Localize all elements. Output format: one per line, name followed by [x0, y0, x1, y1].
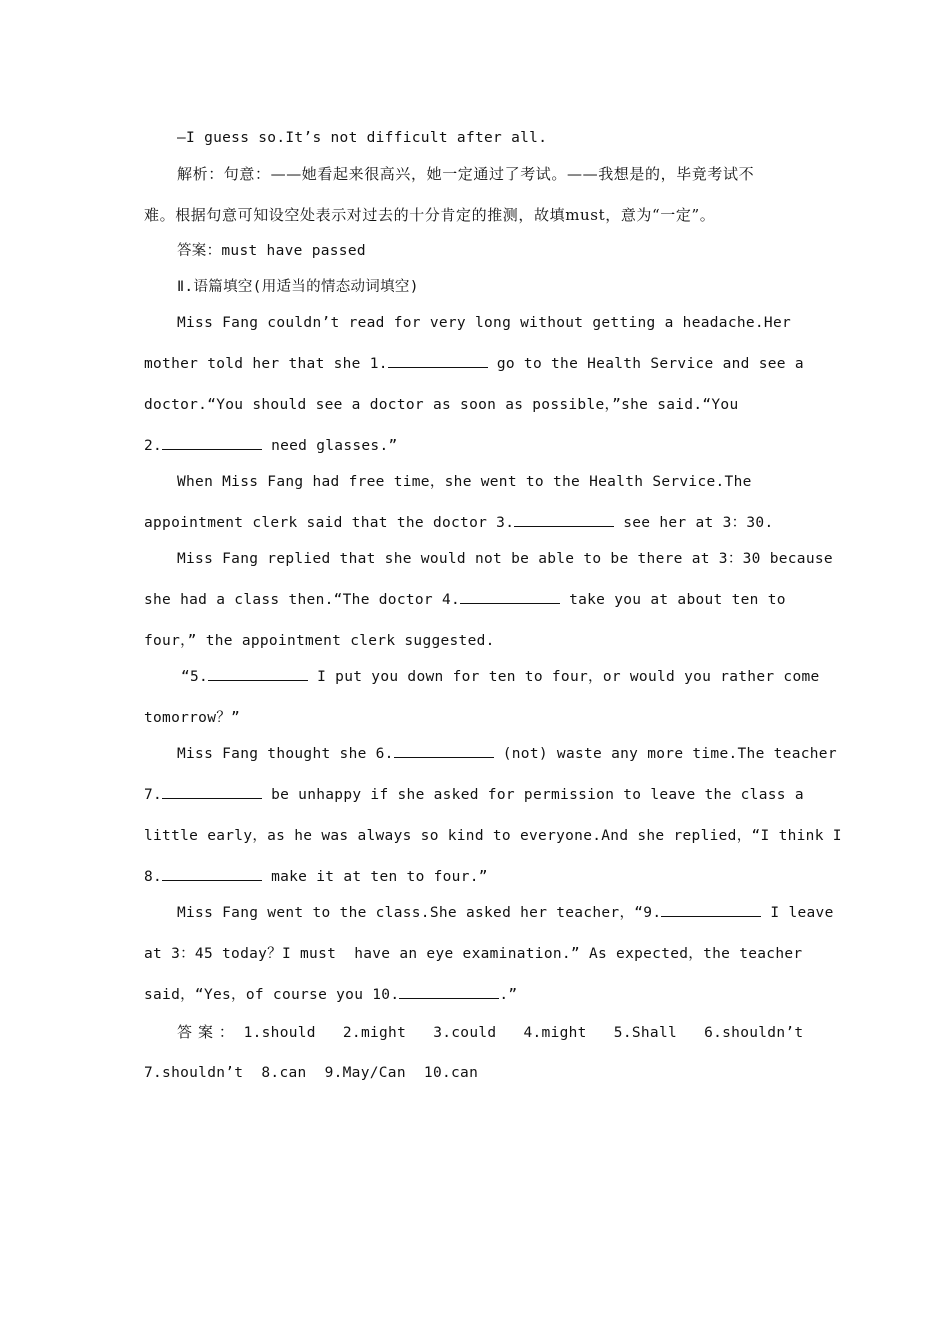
analysis-line-1: 解析：句意：——她看起来很高兴，她一定通过了考试。——我想是的，毕竟考试不 — [177, 165, 755, 183]
passage-line-16 — [177, 903, 834, 923]
passage-text: 8. — [144, 869, 163, 885]
passage-line-7: Miss Fang replied that she would not be able to be there at 3：30 because — [177, 551, 833, 567]
passage-line-12 — [177, 744, 837, 764]
passage-line-5: When Miss Fang had free time，she went to the Health Service.The — [177, 474, 752, 490]
blank-3 — [514, 513, 614, 527]
blank-1 — [388, 354, 488, 368]
passage-text: said，“Yes，of course you 10. — [144, 987, 400, 1003]
blank-10 — [399, 985, 499, 999]
answers-values-1: 1.should 2.might 3.could 4.might 5.Shall 6.shouldn’t — [243, 1025, 804, 1041]
answers-line-2: 7.shouldn’t 8.can 9.May/Can 10.can — [144, 1065, 479, 1081]
passage-text: mother told her that she 1. — [144, 356, 388, 372]
section-title: Ⅱ.语篇填空(用适当的情态动词填空) — [177, 279, 419, 295]
blank-5 — [208, 667, 308, 681]
passage-line-18 — [144, 985, 517, 1005]
passage-text: I leave — [761, 905, 834, 921]
passage-text: be unhappy if she asked for permission to leave the class a — [262, 787, 804, 803]
passage-line-11: tomorrow？” — [144, 710, 241, 726]
reply-line: —I guess so.It’s not difficult after all. — [177, 130, 548, 146]
passage-text: .” — [499, 987, 518, 1003]
passage-line-13 — [144, 785, 804, 805]
passage-text: Miss Fang went to the class.She asked her teacher，“9. — [177, 905, 662, 921]
passage-line-17: at 3：45 today？I must have an eye examination.” As expected，the teacher — [144, 946, 803, 962]
passage-text: go to the Health Service and see a — [487, 356, 804, 372]
passage-text: take you at about ten to — [560, 592, 786, 608]
passage-text: 7. — [144, 787, 163, 803]
answer-line: 答案：must have passed — [177, 243, 366, 259]
passage-line-4 — [144, 436, 398, 456]
passage-line-10 — [181, 667, 820, 687]
passage-text: I put you down for ten to four，or would you rather come — [308, 669, 820, 685]
passage-line-8 — [144, 590, 786, 610]
passage-line-15 — [144, 867, 488, 887]
passage-text: Miss Fang thought she 6. — [177, 746, 394, 762]
answers-label: 答 案 ： — [177, 1023, 235, 1041]
blank-2 — [162, 436, 262, 450]
passage-text: she had a class then.“The doctor 4. — [144, 592, 461, 608]
blank-8 — [162, 867, 262, 881]
passage-text: make it at ten to four.” — [262, 869, 488, 885]
passage-text: appointment clerk said that the doctor 3. — [144, 515, 515, 531]
blank-6 — [394, 744, 494, 758]
passage-line-6 — [144, 513, 774, 533]
passage-text: “5. — [181, 669, 209, 685]
passage-text: need glasses.” — [262, 438, 398, 454]
passage-text: (not) waste any more time.The teacher — [493, 746, 837, 762]
blank-4 — [460, 590, 560, 604]
passage-line-3: doctor.“You should see a doctor as soon as possible，”she said.“You — [144, 397, 739, 413]
passage-line-1: Miss Fang couldn’t read for very long without getting a headache.Her — [177, 315, 792, 331]
passage-text: 2. — [144, 438, 163, 454]
blank-7 — [162, 785, 262, 799]
analysis-line-2: 难。根据句意可知设空处表示对过去的十分肯定的推测，故填must，意为“一定”。 — [144, 206, 716, 224]
answers-line-1 — [177, 1022, 803, 1043]
blank-9 — [661, 903, 761, 917]
passage-line-2 — [144, 354, 804, 374]
passage-line-9: four，” the appointment clerk suggested. — [144, 633, 495, 649]
passage-text: see her at 3：30. — [614, 515, 774, 531]
passage-line-14: little early，as he was always so kind to everyone.And she replied，“I think I — [144, 828, 842, 844]
